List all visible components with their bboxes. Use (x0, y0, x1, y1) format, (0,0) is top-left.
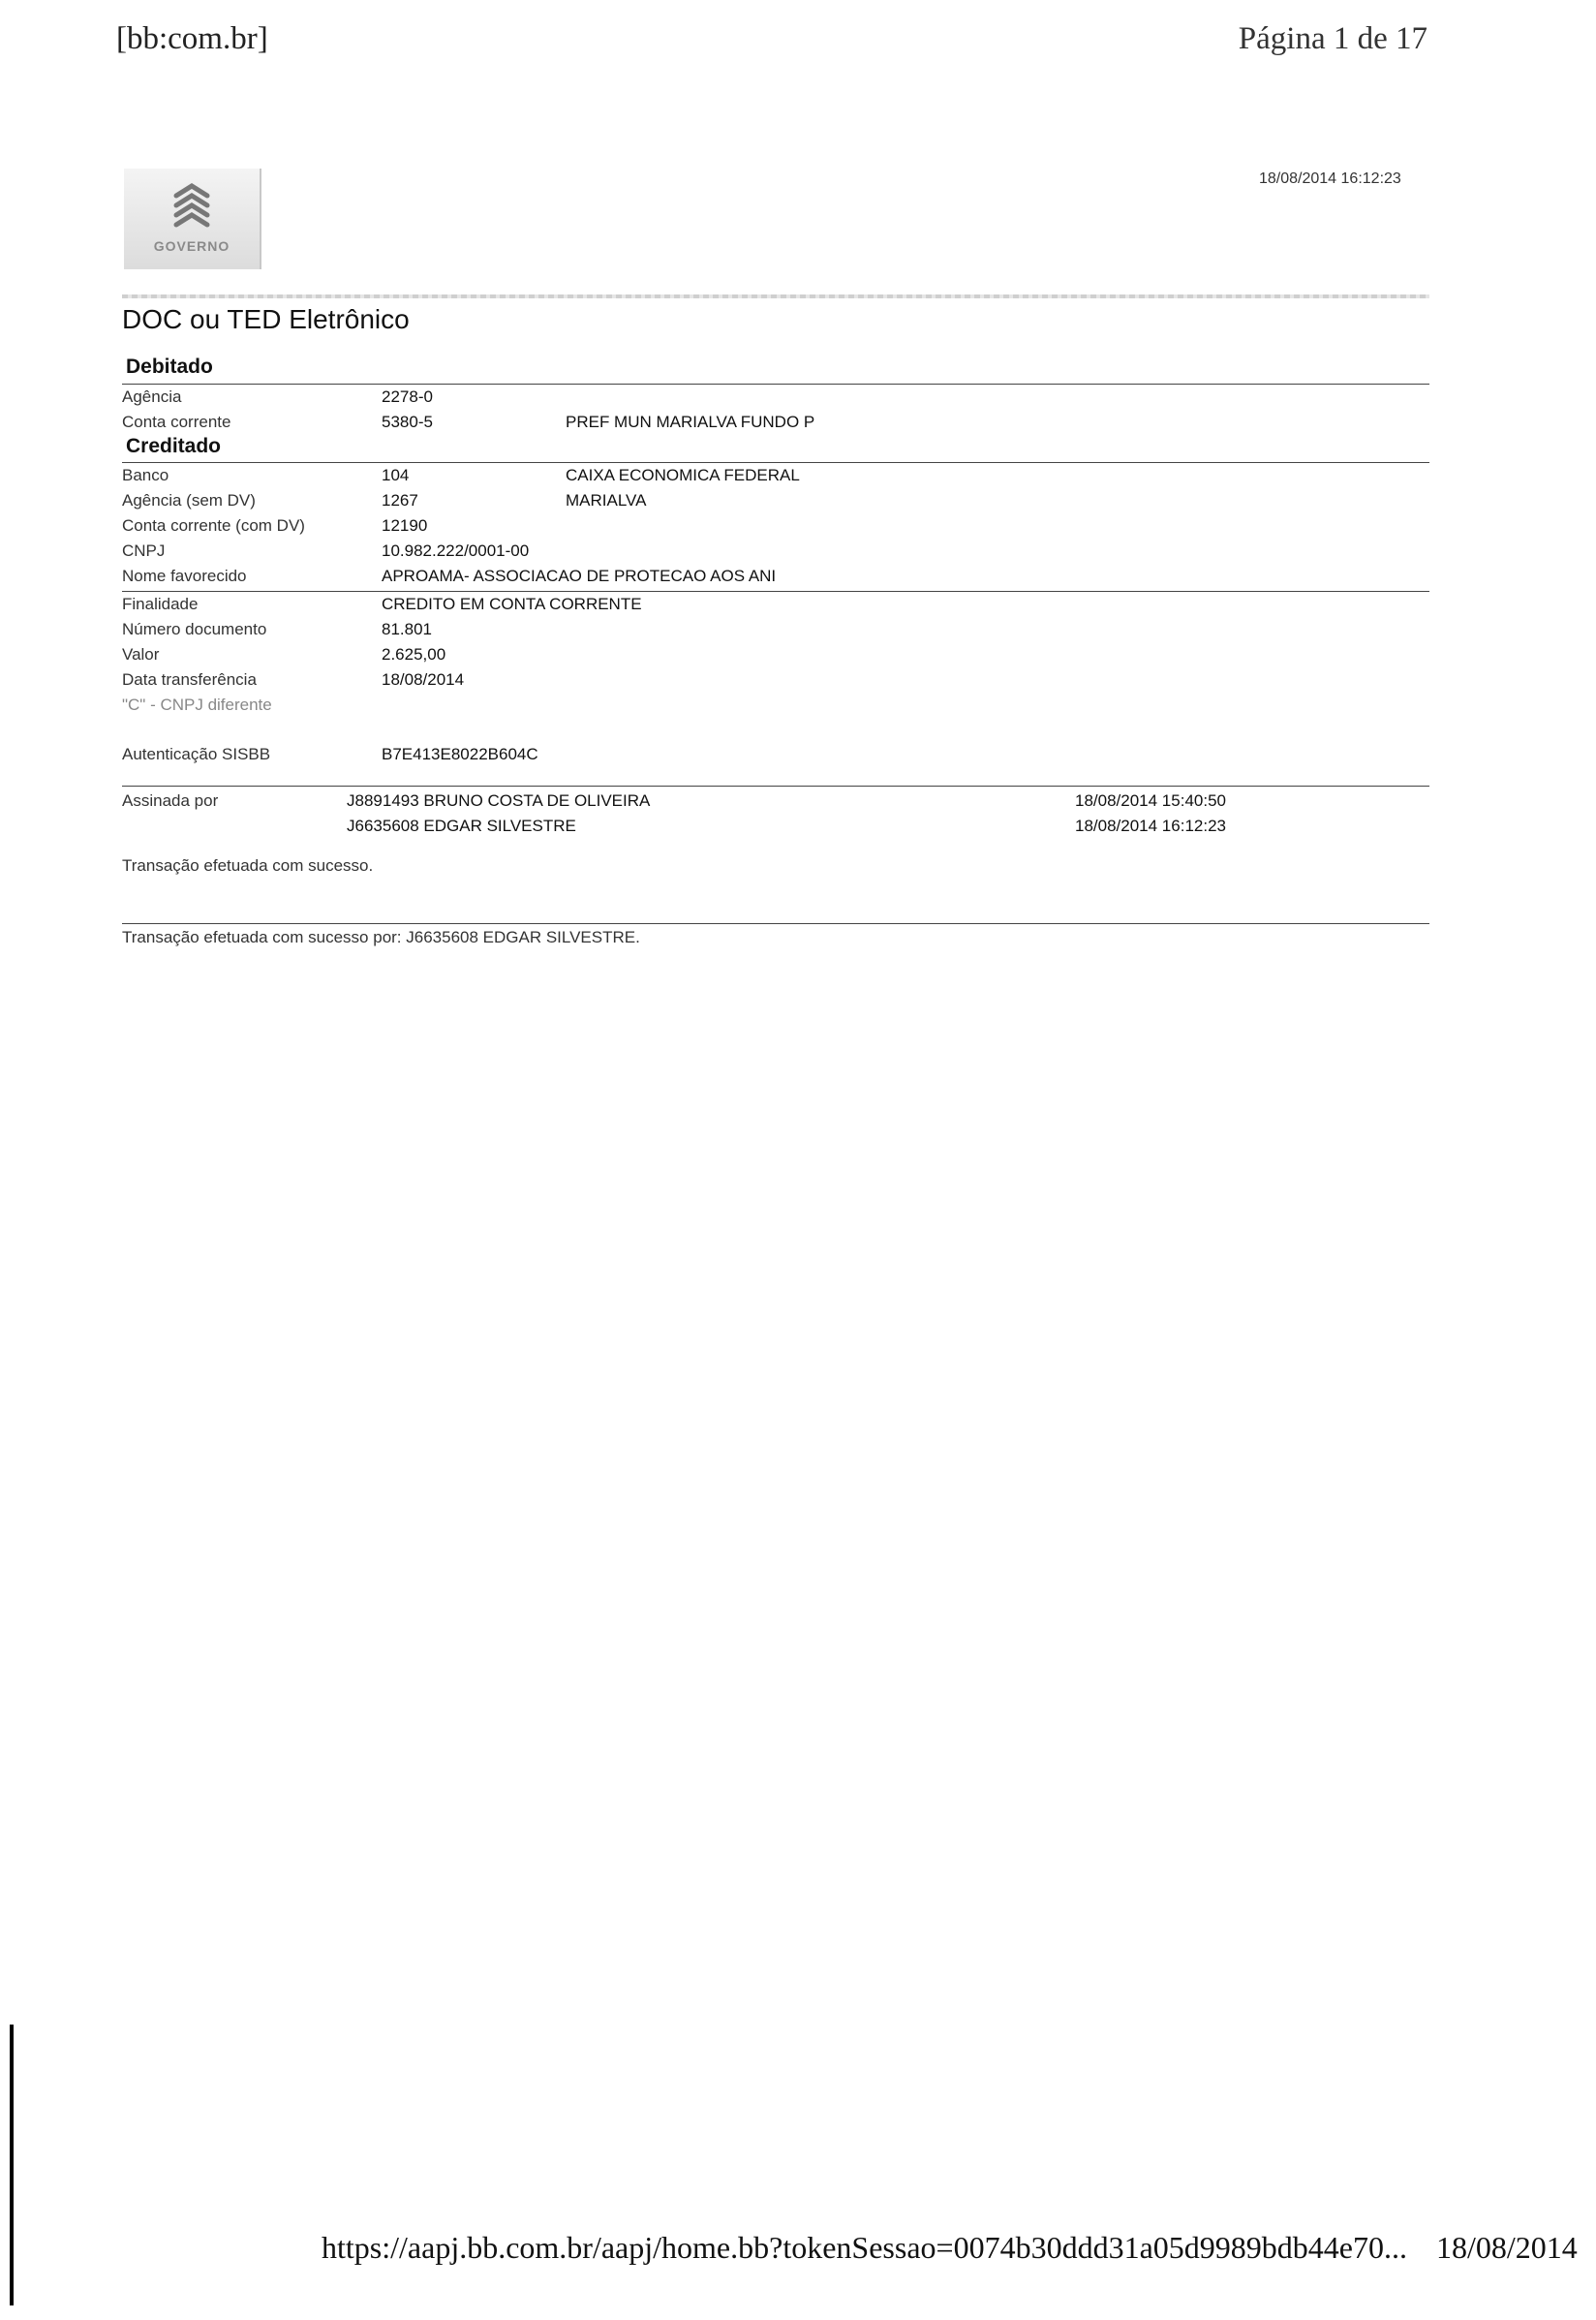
status-by-message: Transação efetuada com sucesso por: J6635608 EDGAR SILVESTRE. (122, 928, 640, 946)
debitado-agencia-value: 2278-0 (382, 387, 433, 406)
header-divider (122, 294, 1429, 298)
assinada-por-label: Assinada por (122, 791, 219, 810)
creditado-agencia-city: MARIALVA (566, 491, 647, 510)
creditado-agencia-value: 1267 (382, 491, 418, 510)
status-by-rule (122, 923, 1429, 924)
numero-documento-label: Número documento (122, 620, 267, 638)
footer-url-text: https://aapj.bb.com.br/aapj/home.bb?tokenSessao=0074b30ddd31a05d9989bdb44e70... (322, 2230, 1407, 2265)
assinante-1-date: 18/08/2014 15:40:50 (1075, 791, 1226, 810)
assinante-1-name: J8891493 BRUNO COSTA DE OLIVEIRA (347, 791, 651, 810)
debitado-heading: Debitado (126, 356, 213, 378)
debitado-rule (122, 384, 1429, 385)
assinante-2-date: 18/08/2014 16:12:23 (1075, 817, 1226, 835)
footer-date: 18/08/2014 (1435, 2230, 1578, 2265)
autenticacao-value: B7E413E8022B604C (382, 745, 538, 763)
finalidade-label: Finalidade (122, 595, 199, 613)
status-message: Transação efetuada com sucesso. (122, 856, 374, 875)
assinante-2-name: J6635608 EDGAR SILVESTRE (347, 817, 576, 835)
valor-value: 2.625,00 (382, 645, 446, 664)
valor-label: Valor (122, 645, 160, 664)
bb-logo-icon (169, 182, 215, 229)
browser-header-page-count: Página 1 de 17 (1238, 21, 1427, 56)
data-transferencia-value: 18/08/2014 (382, 670, 465, 689)
creditado-cnpj-value: 10.982.222/0001-00 (382, 541, 530, 560)
cnpj-diferente-note: "C" - CNPJ diferente (122, 696, 272, 714)
scan-edge-mark (10, 2025, 14, 2305)
creditado-favorecido-label: Nome favorecido (122, 567, 247, 585)
autenticacao-label: Autenticação SISBB (122, 745, 271, 763)
bb-governo-logo (124, 169, 261, 269)
creditado-conta-label: Conta corrente (com DV) (122, 516, 305, 535)
logo-text: GOVERNO (153, 238, 230, 254)
creditado-conta-value: 12190 (382, 516, 428, 535)
footer-url (322, 2230, 1578, 2266)
creditado-heading: Creditado (126, 435, 222, 457)
creditado-agencia-label: Agência (sem DV) (122, 491, 256, 510)
creditado-banco-label: Banco (122, 466, 169, 484)
details-rule (122, 591, 1429, 592)
data-transferencia-label: Data transferência (122, 670, 257, 689)
numero-documento-value: 81.801 (382, 620, 432, 638)
debitado-conta-value: 5380-5 (382, 413, 433, 431)
creditado-banco-value: 104 (382, 466, 410, 484)
timestamp-top: 18/08/2014 16:12:23 (1259, 170, 1401, 187)
assinaturas-rule (122, 786, 1429, 787)
debitado-conta-titular: PREF MUN MARIALVA FUNDO P (566, 413, 815, 431)
browser-header-site: [bb:com.br] (116, 21, 268, 56)
debitado-conta-label: Conta corrente (122, 413, 231, 431)
page-title: DOC ou TED Eletrônico (122, 304, 410, 334)
finalidade-value: CREDITO EM CONTA CORRENTE (382, 595, 642, 613)
debitado-agencia-label: Agência (122, 387, 182, 406)
creditado-banco-name: CAIXA ECONOMICA FEDERAL (566, 466, 800, 484)
creditado-rule (122, 462, 1429, 463)
creditado-favorecido-value: APROAMA- ASSOCIACAO DE PROTECAO AOS ANI (382, 567, 777, 585)
creditado-cnpj-label: CNPJ (122, 541, 166, 560)
